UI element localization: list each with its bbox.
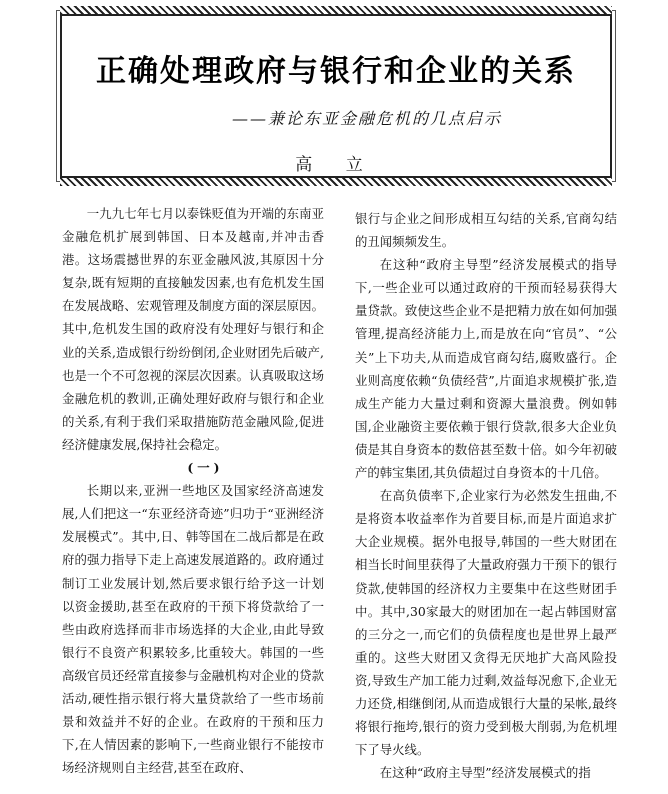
paragraph: 一九九七年七月以泰铢贬值为开端的东南亚金融危机扩展到韩国、日本及越南,并冲击香港。这场震撼世界的东亚金融风波,其原因十分复杂,既有短期的直接触发因素,也有危机发生国在发展战略、宏观管理及制度方面的深层原因。其中,危机发生国的政府没有处理好与银行和企业的关系,造成银行纷纷倒闭,企业财团先后破产,也是一个不可忽视的深层次因素。认真吸取这场金融危机的教训,正确处理好政府与银行和企业的关系,有利于我们采取措施防范金融风险,促进经济健康发展,保持社会稳定。 (62, 206, 324, 452)
paragraph: 长期以来,亚洲一些地区及国家经济高速发展,人们把这一“东亚经济奇迹”归功于“亚洲经济发展模式”。其中,日、韩等国在二战后都是在政府的强力指导下走上高速发展道路的。政府通过制订工业发展计划,然后要求银行给予这一计划以资金援助,甚至在政府的干预下将贷款给了一些由政府选择而非市场选择的大企业,由此导致银行不良资产积累较多,比重较大。韩国的一些高级官员还经常直接参与金融机构对企业的贷款活动,硬性指示银行将大量贷款给了一些市场前景和效益并不好的企业。在政府的干预和压力下,在人情因素的影响下,一些商业银行不能按市场经济规则自主经营,甚至在政府、 (62, 483, 324, 776)
frame-border-bottom (60, 178, 612, 186)
paragraph: 在这种“政府主导型”经济发展模式的指导下,一些企业可以通过政府的干预而轻易获得大量贷款。致使这些企业不是把精力放在如何加强管理,提高经济能力上,而是放在向“官员”、“公关”上下功夫,从而造成官商勾结,腐败盛行。企业则高度依赖“负债经营”,片面追求规模扩张,造成生产能力大量过剩和资源大量浪费。例如韩国,企业融资主要依赖于银行贷款,很多大企业负债是其自身资本的数倍甚至数十倍。如今年初破产的韩宝集团,其负债超过自身资本的十几倍。 (355, 257, 617, 481)
paragraph: 在这种“政府主导型”经济发展模式的指 (379, 765, 591, 781)
section-heading: (一) (187, 460, 224, 476)
article-subtitle: ——兼论东亚金融危机的几点启示 (232, 109, 503, 128)
paragraph: 银行与企业之间形成相互勾结的关系,官商勾结的丑闻频频发生。 (355, 211, 617, 250)
right-column (355, 207, 617, 784)
author-name: 高 立 (295, 155, 377, 175)
paragraph: 在高负债率下,企业家行为必然发生扭曲,不是将资本收益率作为首要目标,而是片面追求扩大企业规模。据外电报导,韩国的一些大财团在相当长时间里获得了大量政府强力干预下的银行贷款,使韩国的经济权力主要集中在这些财团手中。其中,30家最大的财团加在一起占韩国财富的三分之一,而它们的负债程度也是世界上最严重的。这些大财团又贪得无厌地扩大高风险投资,导致生产加工能力过剩,效益每况愈下,企业无力还贷,相继倒闭,从而造成银行大量的呆帐,最终将银行拖垮,银行的资力受到极大削弱,为危机埋下了导火线。 (355, 488, 617, 758)
article-title: 正确处理政府与银行和企业的关系 (96, 54, 576, 89)
left-column (62, 202, 324, 779)
frame-border-top (60, 6, 612, 14)
title-frame (60, 14, 612, 178)
